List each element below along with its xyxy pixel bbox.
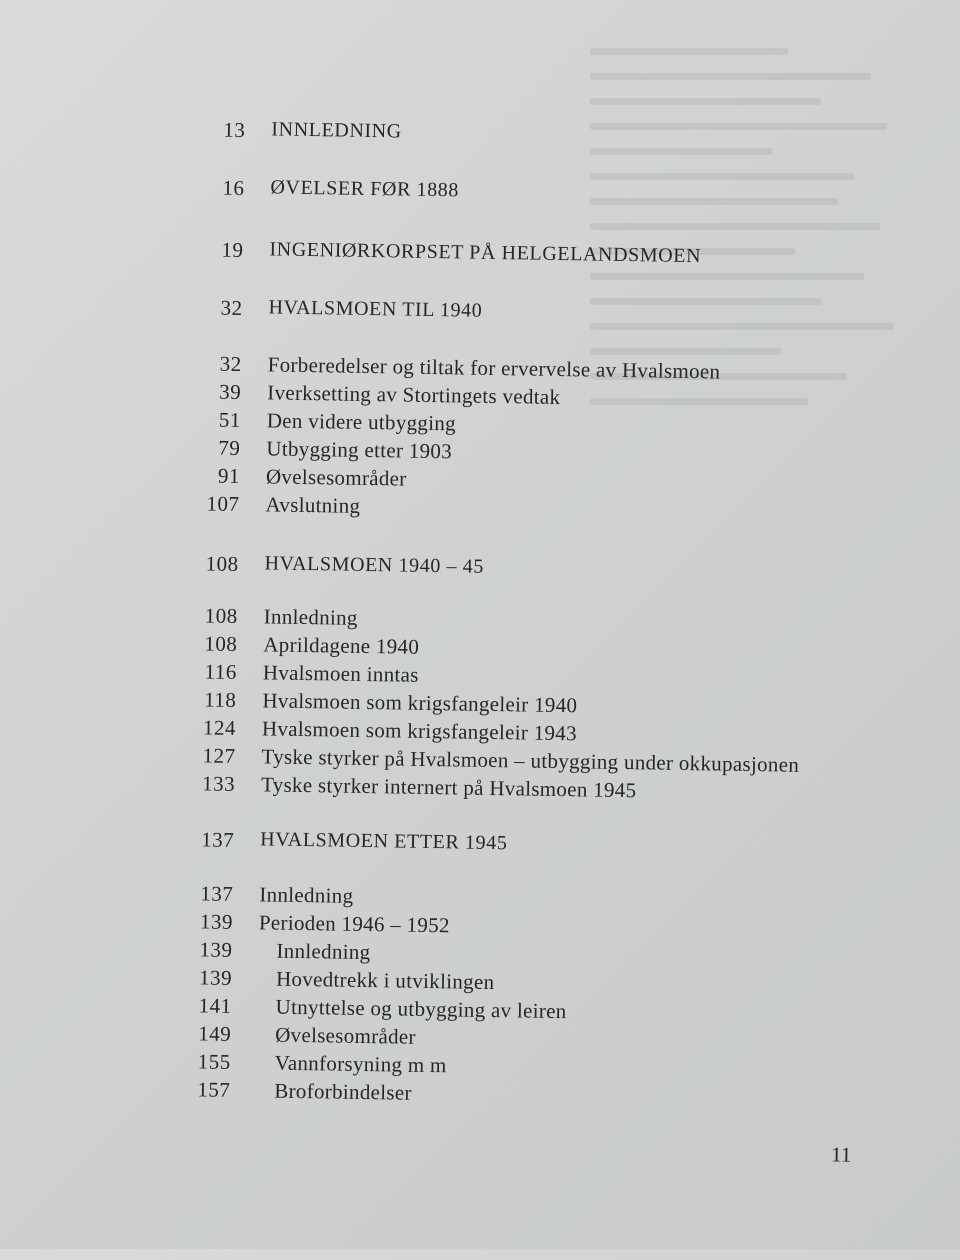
toc-page-number: 149 [171, 1021, 231, 1047]
toc-page-number: 139 [172, 965, 232, 991]
toc-page-number: 116 [177, 659, 237, 685]
toc-section-title: Den videre utbygging [267, 408, 456, 436]
toc-page-number: 51 [181, 407, 241, 433]
toc-page-number: 108 [178, 603, 238, 629]
toc-page-number: 137 [173, 881, 233, 907]
toc-section-title: Hvalsmoen inntas [263, 660, 419, 687]
toc-page-number: 32 [182, 351, 242, 377]
toc-page-number: 32 [182, 295, 242, 321]
toc-page-number: 133 [175, 771, 235, 797]
toc-page-number: 13 [185, 117, 245, 143]
toc-page-number: 124 [176, 715, 236, 741]
toc-chapter-title: ØVELSER FØR 1888 [270, 176, 459, 202]
toc-section-title: Innledning [264, 604, 358, 630]
toc-page-number: 139 [172, 937, 232, 963]
toc-section-title: Avslutning [265, 492, 360, 518]
toc-section-title: Aprildagene 1940 [263, 632, 419, 659]
toc-page-number: 19 [183, 237, 243, 263]
toc-section-title: Øvelsesområder [275, 1023, 416, 1050]
toc-section-title: Øvelsesområder [266, 464, 407, 491]
toc-chapter-title: HVALSMOEN ETTER 1945 [260, 828, 508, 855]
toc-section-title: Tyske styrker på Hvalsmoen – utbygging under okkupasjonen [261, 744, 799, 777]
toc-page-number: 155 [171, 1049, 231, 1075]
toc-section-title: Utnyttelse og utbygging av leiren [275, 995, 566, 1025]
table-of-contents [9, 0, 960, 11]
toc-page-number: 139 [173, 909, 233, 935]
toc-section-title: Innledning [276, 939, 370, 965]
toc-page-number: 157 [170, 1077, 230, 1103]
toc-chapter-title: INNLEDNING [271, 118, 402, 143]
toc-page-number: 91 [180, 463, 240, 489]
toc-page-number: 107 [179, 491, 239, 517]
toc-chapter-title: HVALSMOEN TIL 1940 [268, 296, 482, 322]
toc-section-title: Hvalsmoen som krigsfangeleir 1940 [262, 688, 577, 718]
toc-page-number: 108 [178, 551, 238, 577]
toc-section-title: Utbygging etter 1903 [266, 436, 452, 464]
toc-chapter-title: INGENIØRKORPSET PÅ HELGELANDSMOEN [269, 238, 701, 268]
toc-page-number: 127 [175, 743, 235, 769]
toc-page-number: 16 [184, 175, 244, 201]
toc-section-title: Tyske styrker internert på Hvalsmoen 1945 [261, 772, 637, 803]
toc-section-title: Hovedtrekk i utviklingen [276, 967, 495, 995]
page-number: 11 [831, 1142, 852, 1167]
toc-section-title: Iverksetting av Stortingets vedtak [267, 380, 560, 410]
toc-page-number: 118 [176, 687, 236, 713]
toc-chapter-title: HVALSMOEN 1940 – 45 [264, 552, 484, 578]
toc-section-title: Forberedelser og tiltak for ervervelse av Hvalsmoen [267, 352, 720, 384]
toc-section-title: Broforbindelser [274, 1079, 412, 1106]
toc-section-title: Innledning [259, 882, 353, 908]
toc-section-title: Perioden 1946 – 1952 [259, 910, 450, 938]
toc-page-number: 79 [180, 435, 240, 461]
toc-page-number: 108 [177, 631, 237, 657]
toc-page-number: 39 [181, 379, 241, 405]
toc-page-number: 141 [171, 993, 231, 1019]
toc-page-number: 137 [174, 827, 234, 853]
toc-section-title: Hvalsmoen som krigsfangeleir 1943 [262, 716, 577, 746]
toc-section-title: Vannforsyning m m [275, 1051, 447, 1079]
